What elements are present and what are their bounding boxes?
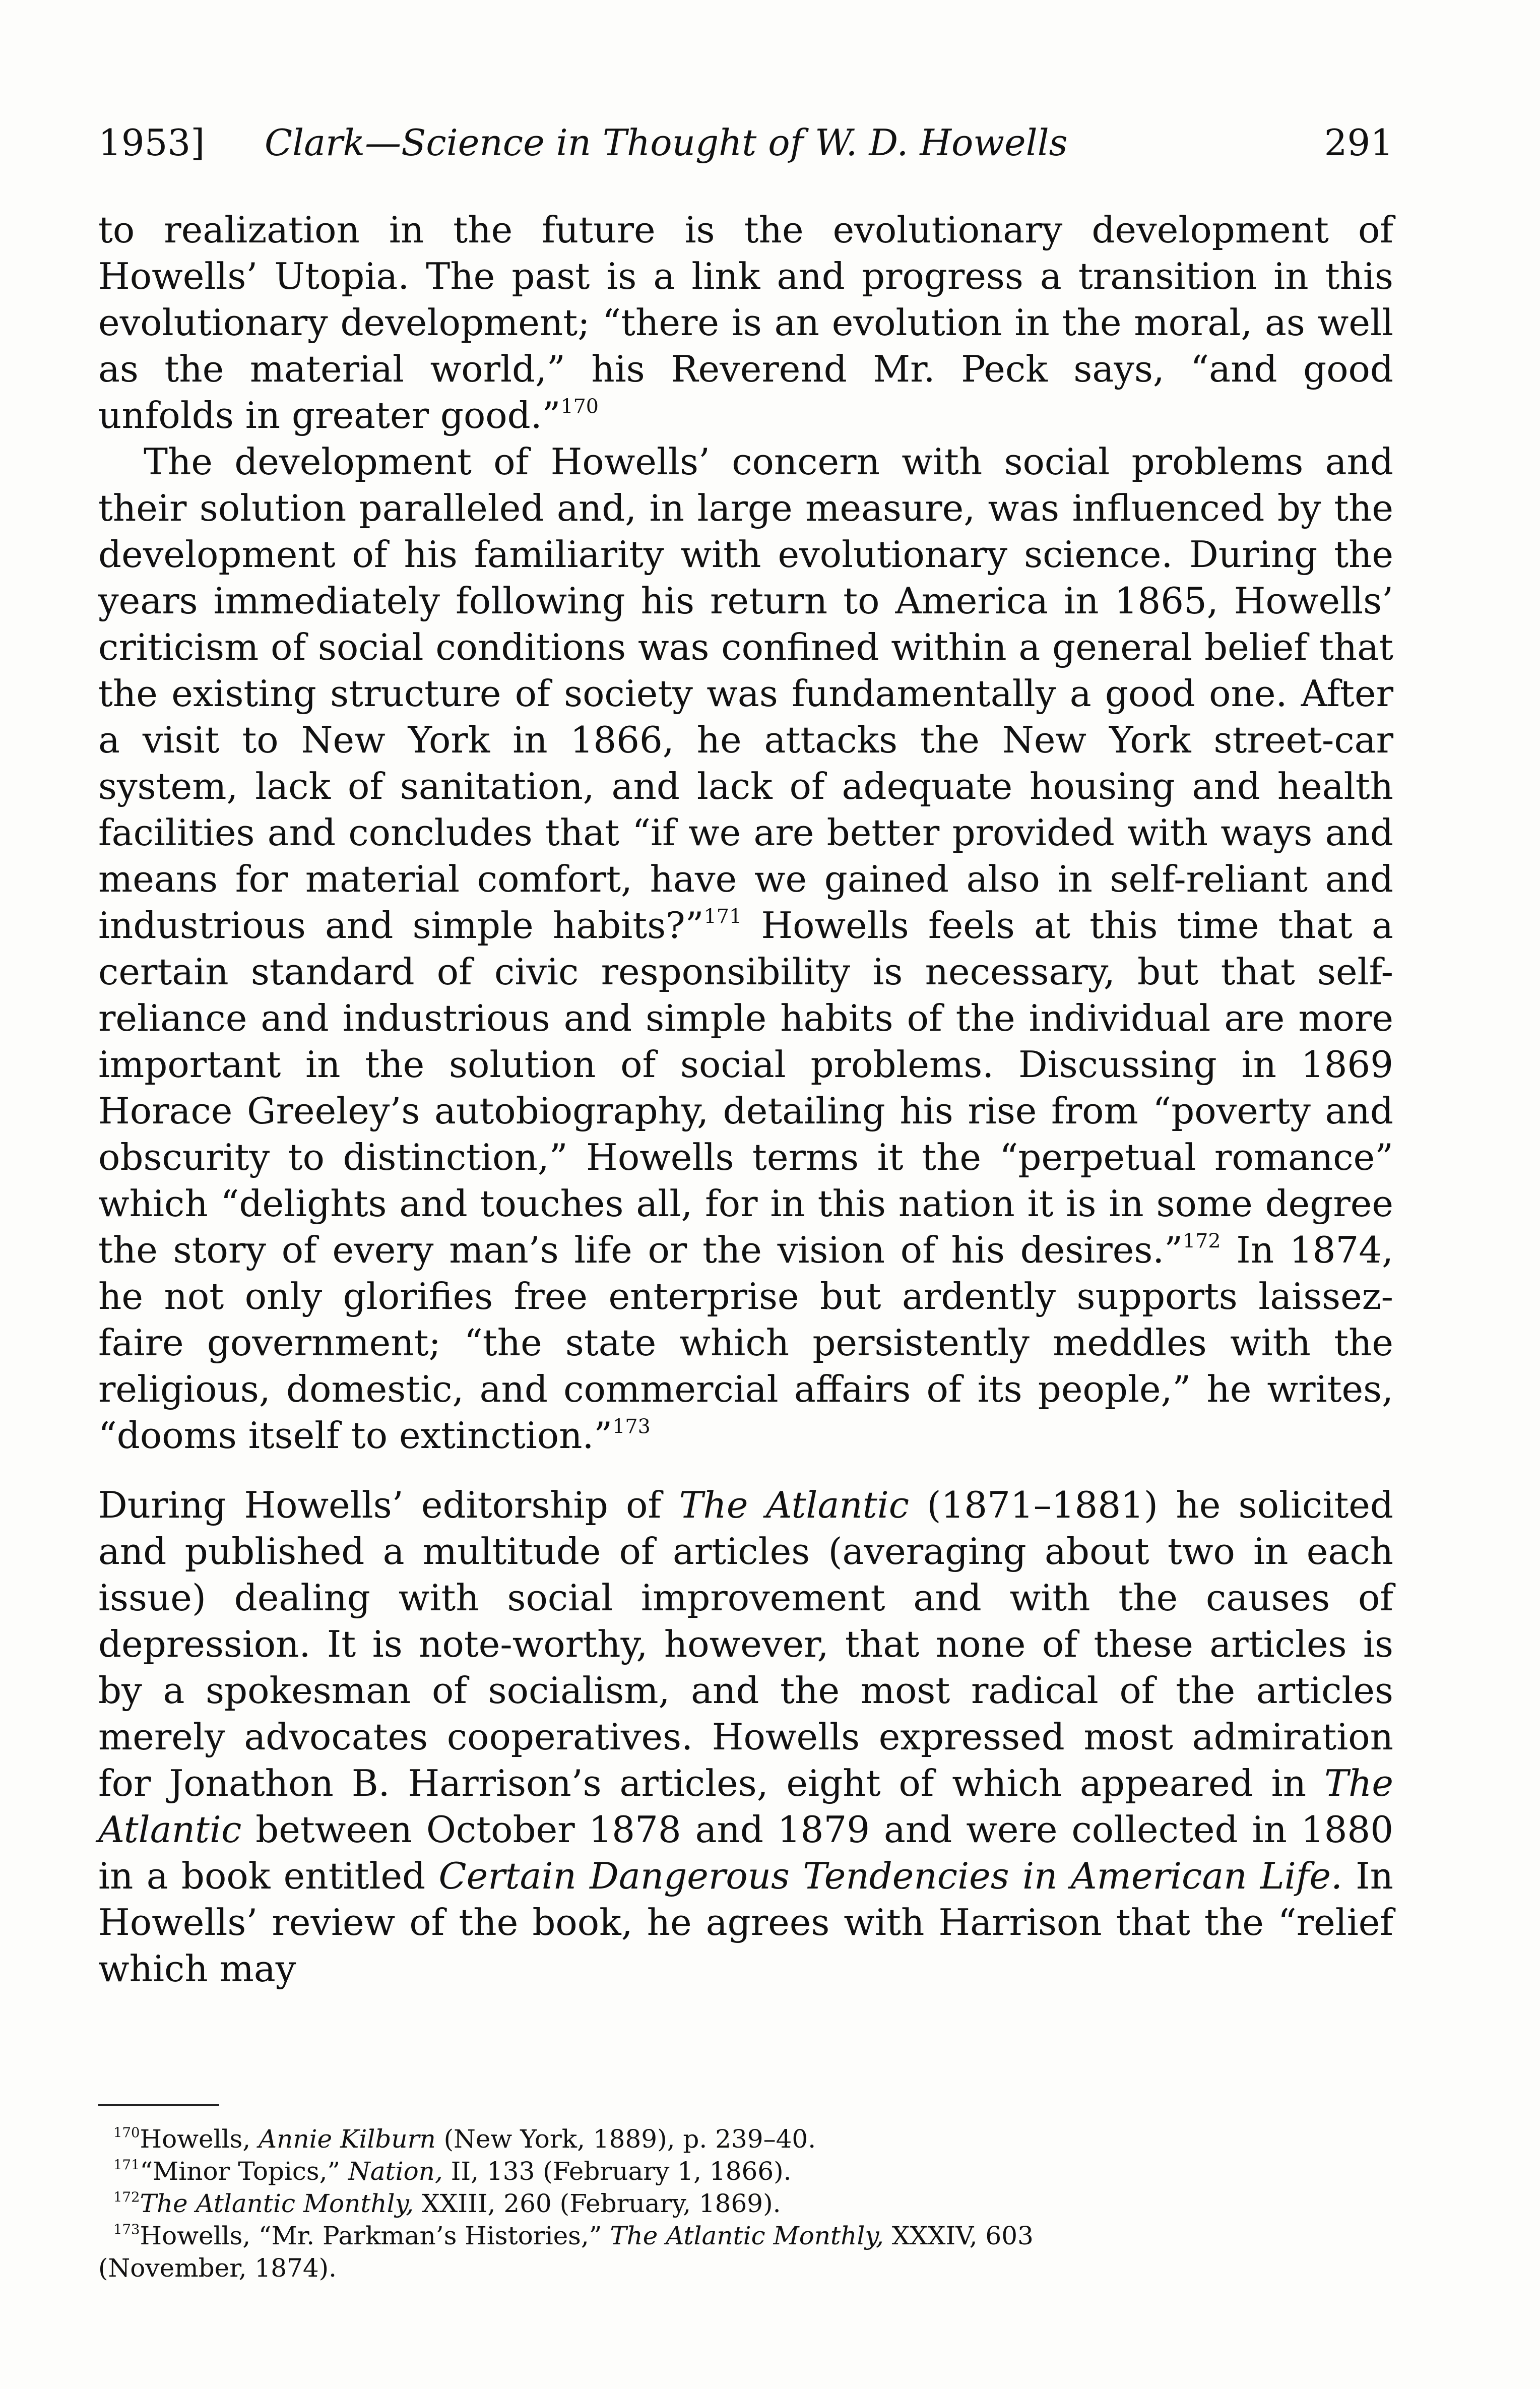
paragraph-2-part-3: In 1874, he not only glorifies free enterprise but ardently supports laissez-faire government; “the state which persistently meddles with the religious, domestic, and commercial affairs of its people,” he writes, “dooms itself to extinction.” [98, 1229, 1393, 1457]
paragraph-continuation [98, 207, 1393, 438]
paragraph-3-part-1: During Howells’ editorship of [98, 1484, 679, 1526]
paragraph-2-part-2: Howells feels at this time that a certain standard of civic responsibility is necessary, but that self-reliance and industrious and simple habits of the individual are more important in the solution of social problems. Discussing in 1869 Horace Greeley’s autobiography, detailing his rise from “poverty and obscurity to distinction,” Howells terms it the “perpetual romance” which “delights and touches all, for in this nation it is in some degree the story of every man’s life or the vision of his desires.” [98, 904, 1393, 1271]
paragraph-3-part-4: In Howells’ review of the book, he agrees with Harrison that the “relief which may [98, 1855, 1393, 1990]
note-ref-170: 170 [560, 395, 599, 418]
footnote-number: 173 [113, 2221, 140, 2238]
footnote-173: $^{173}$Howells, “Mr. Parkman’s Histories,” The Atlantic Monthly, XXXIV, 603 [113, 2221, 1034, 2250]
footnote-172: $^{172}$The Atlantic Monthly, XXIII, 260 (February, 1869). [113, 2189, 781, 2218]
footnote-170: $^{170}$Howells, Annie Kilburn (New York, 1889), p. 239–40. [113, 2124, 816, 2154]
paragraph-3-part-2: (1871–1881) he solicited and published a multitude of articles (averaging about two in each issue) dealing with social improvement and with the causes of depression. It is note-worthy, however, that none of these articles is by a spokesman of socialism, and the most radical of the articles merely advocates cooperatives. Howells expressed most admiration for Jonathon B. Harrison’s articles, eight of which appeared in [98, 1484, 1393, 1804]
paragraph-development [98, 438, 1393, 1459]
journal-title: The Atlantic [98, 1762, 1393, 1851]
note-ref-172: 172 [1183, 1229, 1221, 1253]
footnote-number: 170 [113, 2124, 140, 2141]
paragraph-2-part-1: The development of Howells’ concern with social problems and their solution paralleled and, in large measure, was influenced by the development of his familiarity with evolutionary science. During the years immediately following his return to America in 1865, Howells’ criticism of social conditions was confined within a general belief that the existing structure of society was fundamentally a good one. After a visit to New York in 1866, he attacks the New York street-car system, lack of sanitation, and lack of adequate housing and health facilities and concludes that “if we are better provided with ways and means for material comfort, have we gained also in self-reliant and industrious and simple habits?” [98, 441, 1393, 947]
footnote-number: 172 [113, 2189, 140, 2206]
footnote-173-continuation: (November, 1874). [98, 2253, 337, 2283]
paragraph-3-part-3: between October 1878 and 1879 and were collected in 1880 in a book entitled [98, 1808, 1393, 1897]
journal-title: The Atlantic [679, 1484, 910, 1526]
page-number: 291 [1324, 121, 1393, 164]
footnote-divider [98, 2104, 219, 2106]
paragraph-editorship [98, 1482, 1393, 1992]
footnotes [98, 2123, 1393, 2284]
running-header [98, 115, 1393, 170]
footnote-171: $^{171}$“Minor Topics,” Nation, II, 133 (February 1, 1866). [113, 2157, 792, 2186]
note-ref-173: 173 [612, 1415, 651, 1438]
footnote-number: 171 [113, 2157, 140, 2173]
header-year: 1953] [98, 121, 205, 164]
paragraph-1-text: to realization in the future is the evolutionary development of Howells’ Utopia. The past is a link and progress a transition in this evolutionary development; “there is an evolution in the moral, as well as the material world,” his Reverend Mr. Peck says, “and good unfolds in greater good.” [98, 209, 1393, 436]
book-title: Certain Dangerous Tendencies in American Life. [438, 1855, 1342, 1897]
note-ref-171: 171 [703, 905, 742, 928]
body-text [98, 207, 1393, 1992]
running-title: Clark—Science in Thought of W. D. Howells [265, 121, 1068, 164]
